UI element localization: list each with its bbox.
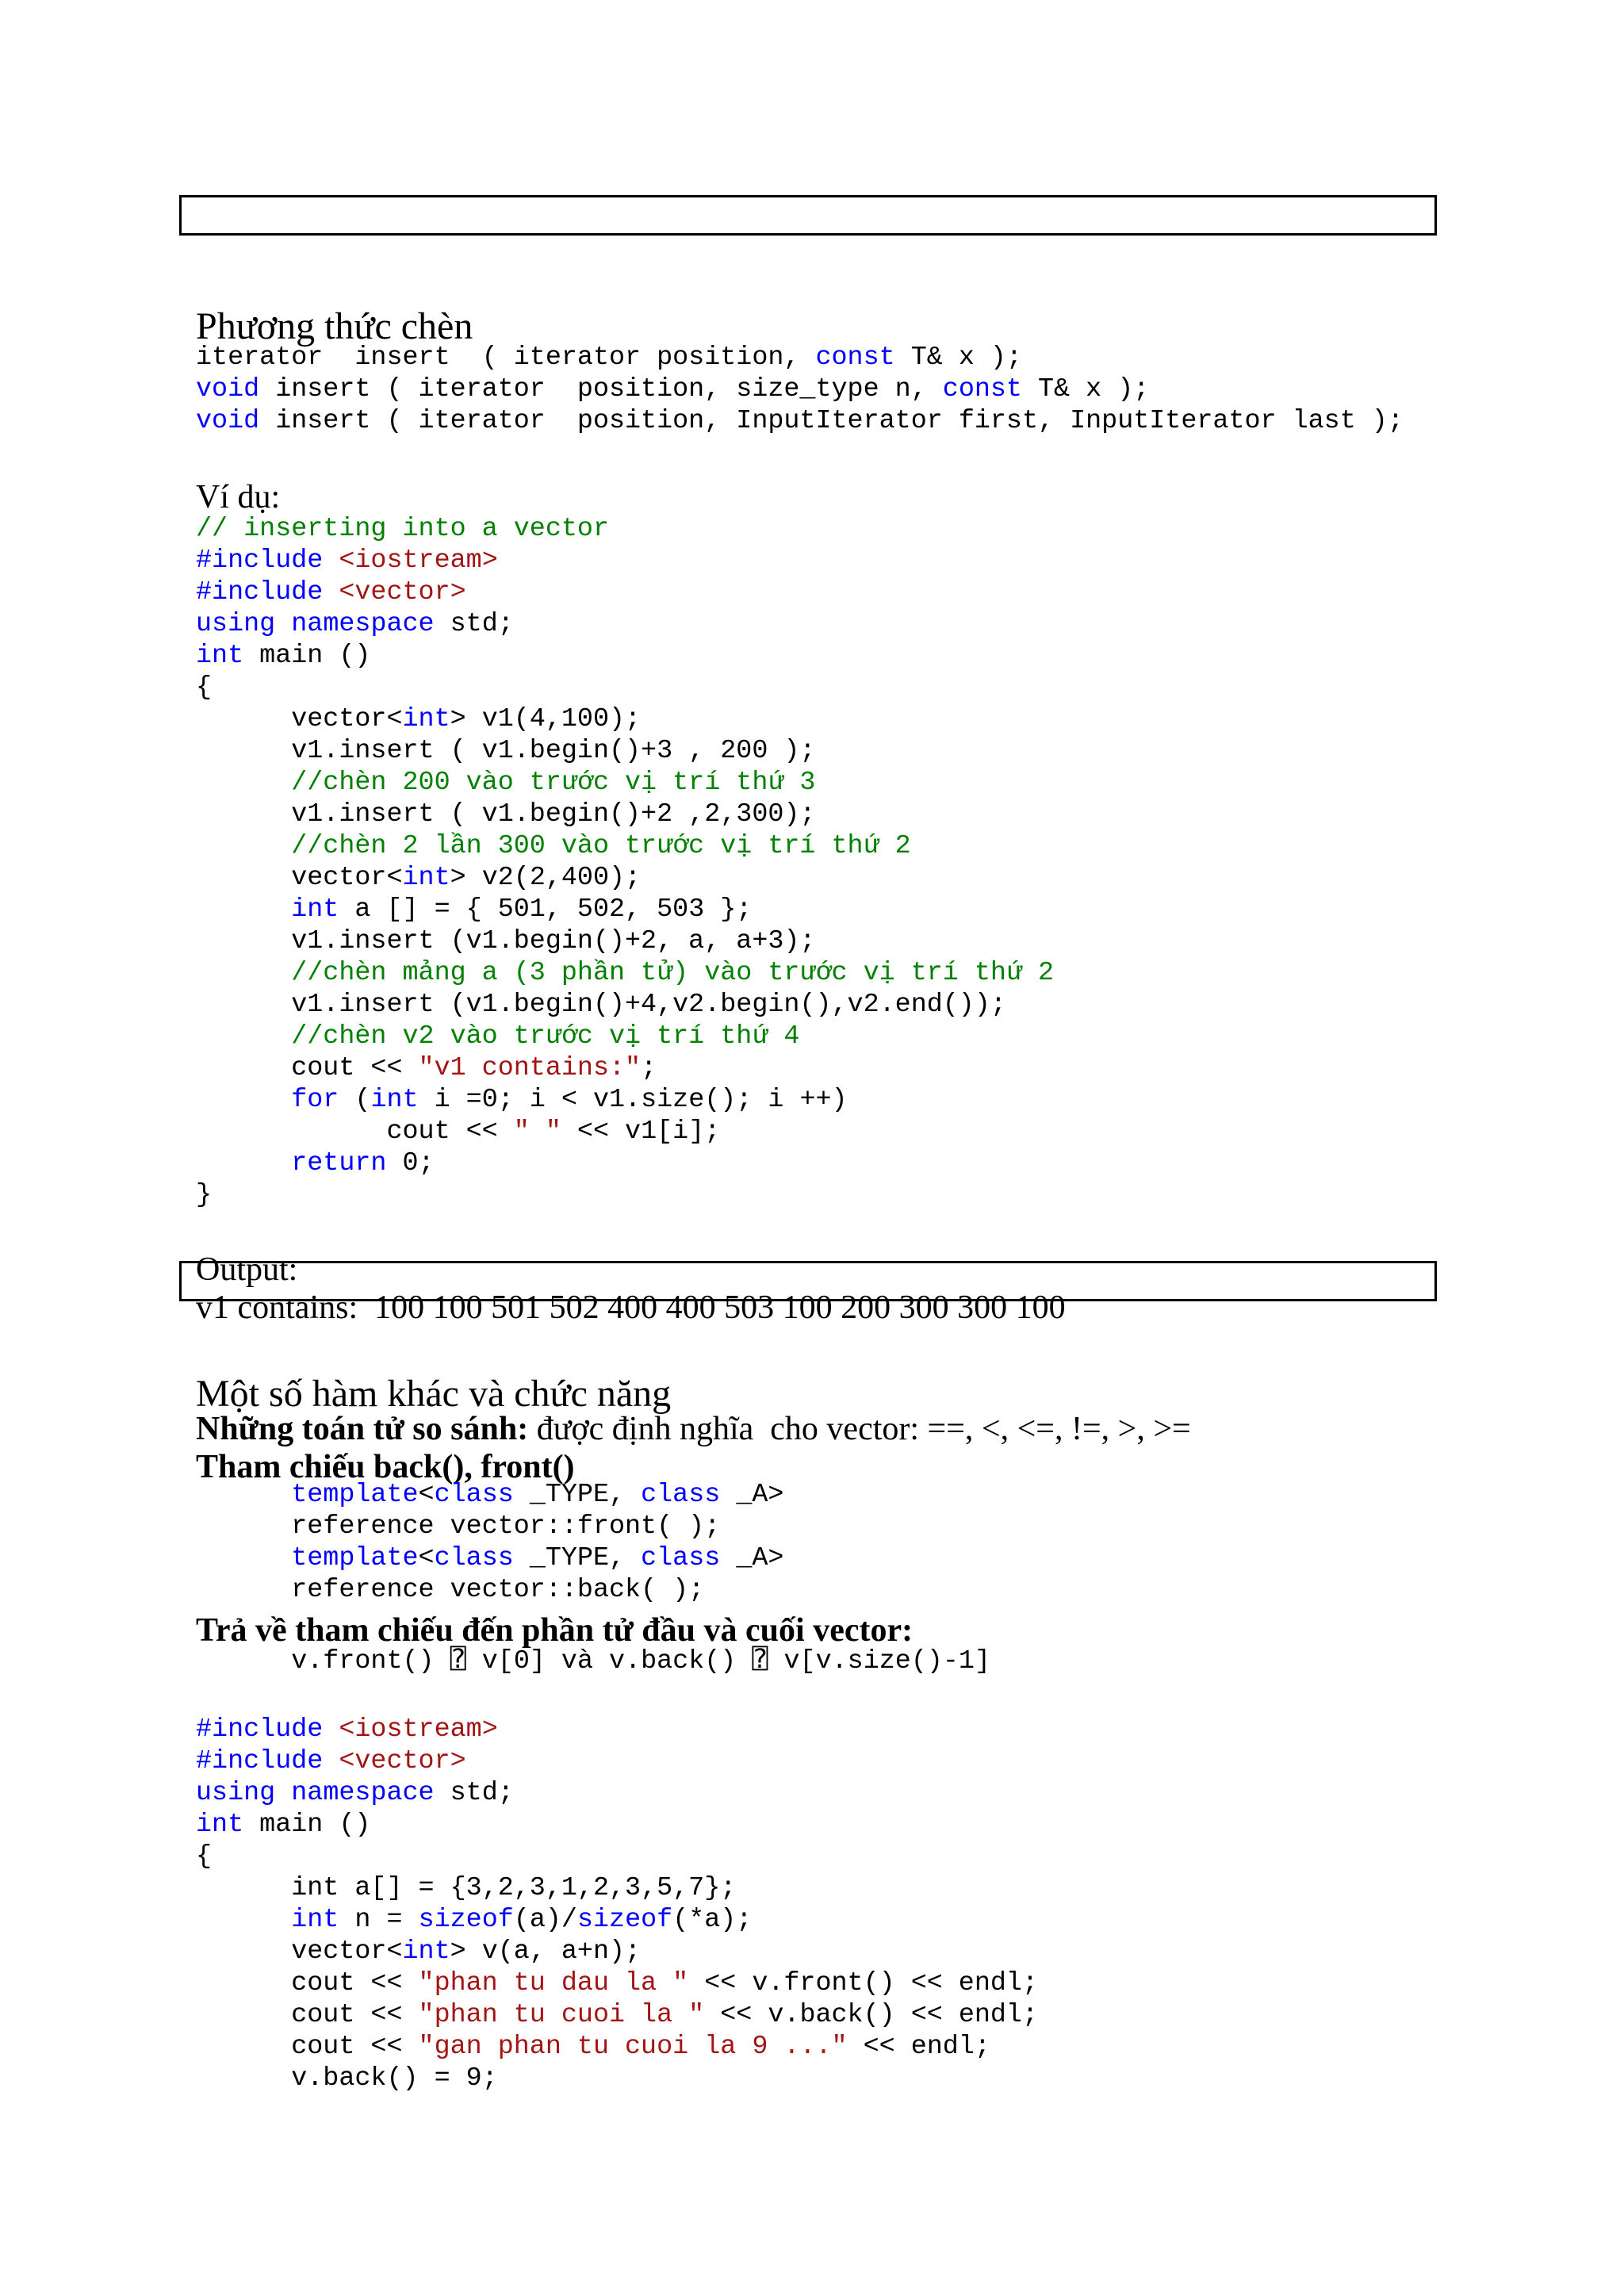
text-segment: "v1 contains:" [418, 1053, 642, 1083]
text-segment: } [196, 1180, 213, 1210]
text-segment: cout << [196, 1968, 419, 1998]
text-segment: _A> [720, 1480, 784, 1510]
text-segment: (*a); [672, 1905, 753, 1935]
text-segment: const [815, 343, 895, 373]
text-segment: class [641, 1480, 721, 1510]
text-segment: _TYPE, [513, 1480, 642, 1510]
text-segment: namespace [291, 1778, 435, 1808]
text-segment: int [291, 1905, 339, 1935]
text-segment: a [] = { 501, 502, 503 }; [339, 895, 753, 925]
text-segment: main () [243, 641, 371, 671]
text-segment: int [196, 1810, 244, 1840]
text-segment: // inserting into a vector [196, 514, 609, 544]
text-segment: Trả về tham chiếu đến phần tử đầu và cuối vector: [196, 1612, 914, 1649]
code-line [196, 577, 466, 607]
text-segment: Những toán tử so sánh: [196, 1411, 529, 1447]
code-line [196, 1937, 641, 1967]
code-line [196, 895, 752, 925]
text-segment: //chèn 200 vào trước vị trí thứ 3 [196, 768, 816, 798]
code-line [196, 1148, 435, 1178]
text-segment [323, 546, 339, 576]
text-segment: #include [196, 1746, 324, 1776]
text-segment: sizeof [418, 1905, 514, 1935]
code-line [196, 2063, 498, 2094]
code-line [196, 514, 609, 544]
code-line [196, 1053, 657, 1083]
text-segment: T& x ); [1021, 374, 1150, 404]
text-segment: << v.back() << endl; [704, 2000, 1039, 2030]
text-segment: < [418, 1543, 435, 1573]
section-heading [196, 305, 473, 348]
code-line [196, 1968, 1038, 1998]
text-segment [196, 1543, 291, 1573]
text-segment: insert ( iterator position, InputIterator first, InputIterator last ); [259, 406, 1404, 436]
text-segment [196, 895, 291, 925]
text-segment: vector< [196, 1937, 403, 1967]
code-line [196, 2000, 1038, 2030]
text-segment: class [434, 1543, 514, 1573]
code-line [196, 1511, 720, 1542]
text-segment [275, 609, 291, 639]
text-segment: int [402, 704, 450, 734]
text-segment: { [196, 672, 213, 703]
text-segment: sizeof [576, 1905, 673, 1935]
code-line [196, 863, 641, 893]
code-line [196, 831, 911, 861]
text-segment [323, 1746, 339, 1776]
text-segment [196, 1085, 291, 1115]
text-segment: #include [196, 546, 324, 576]
code-line [196, 958, 1054, 988]
text-segment: > v1(4,100); [450, 704, 642, 734]
text-segment: #include [196, 577, 324, 607]
code-line [196, 1873, 736, 1903]
text-segment: cout << [196, 2032, 419, 2062]
text-segment: template [291, 1480, 419, 1510]
text-segment: v.front() ⍰ v[0] và v.back() ⍰ v[v.size()-1] [196, 1646, 991, 1676]
text-segment: int [370, 1085, 419, 1115]
text-line [196, 1289, 1066, 1327]
text-segment [196, 1905, 291, 1935]
text-segment: int [402, 863, 450, 893]
text-segment: ( [339, 1085, 371, 1115]
text-segment: v1.insert (v1.begin()+4,v2.begin(),v2.end()); [196, 990, 1006, 1020]
text-segment: //chèn 2 lần 300 vào trước vị trí thứ 2 [196, 831, 911, 861]
code-line [196, 2032, 990, 2062]
text-segment: main () [243, 1810, 371, 1840]
text-line [196, 1251, 297, 1289]
code-line [196, 736, 815, 766]
code-line [196, 609, 514, 639]
code-line [196, 1841, 212, 1872]
text-segment: { [196, 1841, 213, 1872]
code-line [196, 1715, 498, 1745]
text-segment: iterator insert ( iterator position, [196, 343, 816, 373]
text-segment: Output: [196, 1251, 298, 1288]
text-segment: for [291, 1085, 339, 1115]
text-segment: << endl; [847, 2032, 990, 2062]
text-segment: const [942, 374, 1022, 404]
text-segment: v.back() = 9; [196, 2063, 498, 2094]
text-segment: reference vector::front( ); [196, 1511, 721, 1542]
text-segment: "phan tu cuoi la " [418, 2000, 705, 2030]
text-segment: #include [196, 1715, 324, 1745]
text-segment: < [418, 1480, 435, 1510]
text-segment: Phương thức chèn [196, 305, 473, 347]
code-line [196, 768, 815, 798]
text-segment: std; [434, 1778, 514, 1808]
text-segment: cout << [196, 1117, 514, 1147]
text-segment: void [196, 406, 260, 436]
code-line [196, 1085, 848, 1115]
text-segment [275, 1778, 291, 1808]
text-segment: Ví dụ: [196, 479, 281, 515]
text-segment: _A> [720, 1543, 784, 1573]
text-segment: int [196, 641, 244, 671]
text-segment: using [196, 609, 276, 639]
text-segment: class [434, 1480, 514, 1510]
text-segment: T& x ); [894, 343, 1022, 373]
text-segment: n = [339, 1905, 419, 1935]
text-segment: int [291, 895, 339, 925]
text-segment: "phan tu dau la " [418, 1968, 689, 1998]
text-segment: (a)/ [513, 1905, 577, 1935]
text-segment: i =0; i < v1.size(); i ++) [418, 1085, 848, 1115]
empty-top-frame [179, 195, 1437, 236]
text-segment: <iostream> [339, 546, 498, 576]
text-segment: _TYPE, [513, 1543, 642, 1573]
code-line [196, 1746, 466, 1776]
text-segment [323, 1715, 339, 1745]
text-segment: v1.insert (v1.begin()+2, a, a+3); [196, 926, 816, 956]
code-line [196, 406, 1404, 436]
code-line [196, 1117, 720, 1147]
text-segment: namespace [291, 609, 435, 639]
text-segment: <vector> [339, 577, 466, 607]
text-segment: > v2(2,400); [450, 863, 642, 893]
text-segment: std; [434, 609, 514, 639]
section-heading [196, 1372, 671, 1416]
text-segment: return [291, 1148, 387, 1178]
code-line [196, 1480, 783, 1510]
code-line [196, 1810, 370, 1840]
code-line [196, 704, 641, 734]
text-segment [196, 1148, 291, 1178]
code-line [196, 926, 815, 956]
text-segment: cout << [196, 2000, 419, 2030]
text-segment: << v.front() << endl; [688, 1968, 1039, 1998]
text-segment: << v1[i]; [561, 1117, 721, 1147]
code-line [196, 1905, 752, 1935]
code-line [196, 799, 815, 829]
text-segment: <iostream> [339, 1715, 498, 1745]
text-segment: được định nghĩa cho vector: ==, <, <=, !=, >, >= [528, 1411, 1191, 1447]
text-segment: > v(a, a+n); [450, 1937, 642, 1967]
code-line [196, 1643, 990, 1676]
text-segment: 0; [386, 1148, 435, 1178]
code-line [196, 990, 1006, 1020]
text-segment: class [641, 1543, 721, 1573]
text-segment: vector< [196, 704, 403, 734]
text-segment: int a[] = {3,2,3,1,2,3,5,7}; [196, 1873, 737, 1903]
text-segment: v1.insert ( v1.begin()+2 ,2,300); [196, 799, 816, 829]
text-line [196, 1410, 1191, 1448]
code-line [196, 1180, 212, 1210]
code-line [196, 1543, 783, 1573]
code-line [196, 1021, 799, 1052]
code-line [196, 374, 1149, 404]
text-segment: Tham chiếu back(), front() [196, 1449, 575, 1485]
text-segment: v1.insert ( v1.begin()+3 , 200 ); [196, 736, 816, 766]
code-line [196, 546, 498, 576]
text-segment: vector< [196, 863, 403, 893]
text-segment [196, 1480, 291, 1510]
text-segment: //chèn mảng a (3 phần tử) vào trước vị trí thứ 2 [196, 958, 1055, 988]
code-line [196, 343, 1022, 373]
text-segment: insert ( iterator position, size_type n, [259, 374, 943, 404]
text-segment: ; [641, 1053, 657, 1083]
text-segment: cout << [196, 1053, 419, 1083]
text-segment [323, 577, 339, 607]
text-segment: " " [513, 1117, 561, 1147]
code-line [196, 672, 212, 703]
text-line [196, 478, 280, 516]
code-line [196, 1575, 704, 1605]
text-segment: void [196, 374, 260, 404]
text-segment: template [291, 1543, 419, 1573]
text-segment: int [402, 1937, 450, 1967]
text-segment: Một số hàm khác và chức năng [196, 1373, 672, 1415]
code-line [196, 641, 370, 671]
text-segment: <vector> [339, 1746, 466, 1776]
text-segment: "gan phan tu cuoi la 9 ..." [418, 2032, 848, 2062]
text-segment: using [196, 1778, 276, 1808]
code-line [196, 1778, 514, 1808]
text-segment: //chèn v2 vào trước vị trí thứ 4 [196, 1021, 800, 1052]
text-segment: reference vector::back( ); [196, 1575, 705, 1605]
text-segment: v1 contains: 100 100 501 502 400 400 503 100 200 300 300 100 [196, 1289, 1066, 1326]
